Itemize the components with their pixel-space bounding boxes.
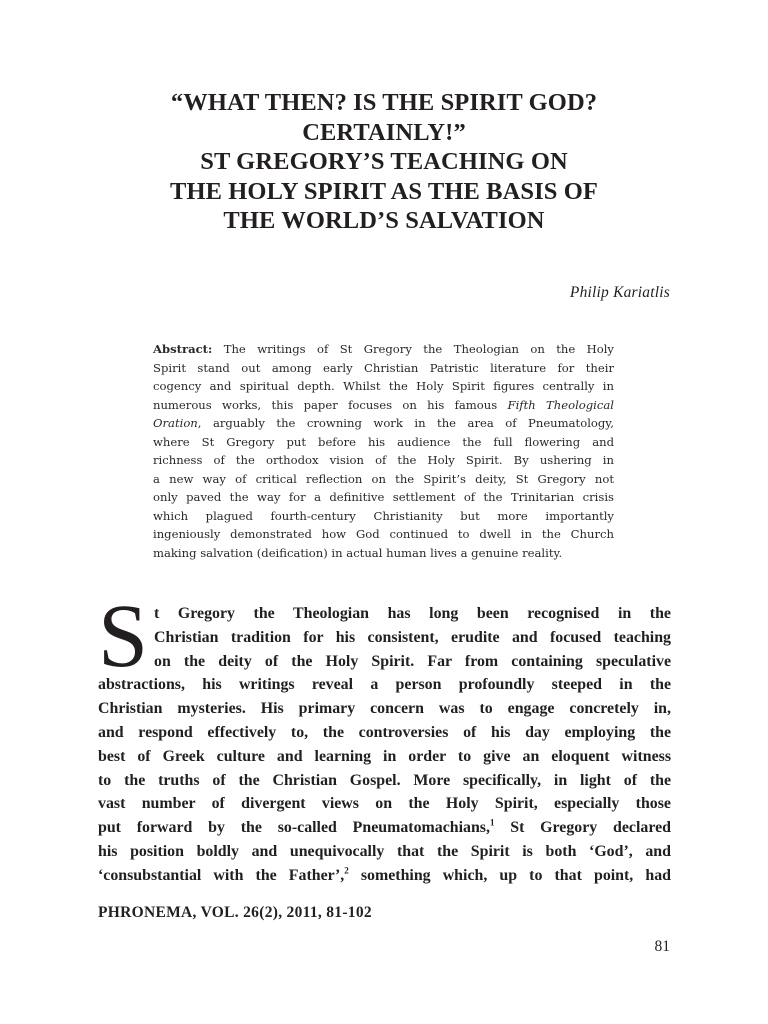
body-line-5: Christian mysteries. His primary concern was to engage concretely in, [98,700,671,718]
body-text-segment: ‘consubstantial with the Father’, [98,866,345,884]
body-line-4: abstractions, his writings reveal a person profoundly steeped in the [98,676,671,694]
abstract-line-7: richness of the orthodox vision of the Holy Spirit. By ushering in [153,453,614,467]
body-line-3: on the deity of the Holy Spirit. Far from containing speculative [154,652,671,670]
abstract-italic-title: Fifth Theological [507,397,614,412]
abstract-line-1 [153,340,614,359]
title-line-2: CERTAINLY!” [302,118,466,146]
journal-citation: PHRONEMA, VOL. 26(2), 2011, 81-102 [98,904,372,921]
body-text [98,602,671,888]
body-line-7: best of Greek culture and learning in order to give an eloquent witness [98,747,671,765]
body-line-2: Christian tradition for his consistent, erudite and focused teaching [154,628,671,646]
abstract-line-11: ingeniously demonstrated how God continued to dwell in the Church [153,527,614,541]
abstract-line-5 [153,414,614,433]
abstract-line-6: where St Gregory put before his audience the full flowering and [153,434,614,449]
body-text-segment: St Gregory declared [494,819,672,837]
title-line-1: “WHAT THEN? IS THE SPIRIT GOD? [170,89,598,116]
abstract-line-9: only paved the way for a definitive settlement of the Trinitarian crisis [153,490,614,504]
abstract-line-10: which plagued fourth-century Christianity but more importantly [153,508,614,523]
body-line-11: his position boldly and unequivocally that the Spirit is both ‘God’, and [98,842,671,860]
abstract-line-8: a new way of critical reflection on the Spirit’s deity, St Gregory not [153,471,614,486]
drop-cap: S [98,587,149,686]
abstract-line-2: Spirit stand out among early Christian Patristic literature for their [153,360,614,375]
body-line-12 [98,864,671,888]
abstract-italic-title: Oration [153,416,198,430]
abstract-line-3: cogency and spiritual depth. Whilst the Holy Spirit figures centrally in [153,379,614,393]
abstract-line-12: making salvation (deification) in actual human lives a genuine reality. [153,545,563,560]
article-title [96,88,672,236]
abstract [153,340,614,562]
author-name: Philip Kariatlis [569,284,670,301]
abstract-label: Abstract: [153,342,213,356]
title-line-4: THE HOLY SPIRIT AS THE BASIS OF [170,177,598,205]
body-line-9: vast number of divergent views on the Holy Spirit, especially those [98,795,671,813]
title-line-3: ST GREGORY’S TEACHING ON [200,148,568,175]
abstract-text: numerous works, this paper focuses on his famous [153,397,508,412]
body-text-segment: put forward by the so-called Pneumatomachians, [98,819,490,837]
footnote-ref-2[interactable]: 2 [344,865,349,876]
body-line-6: and respond effectively to, the controversies of his day employing the [98,723,671,741]
body-text-segment: something which, up to that point, had [348,866,671,884]
body-line-10 [98,816,671,840]
title-line-5: THE WORLD’S SALVATION [223,207,545,234]
abstract-line-4 [153,396,614,415]
body-line-1: t Gregory the Theologian has long been recognised in the [154,605,671,622]
page-number: 81 [654,938,670,955]
footnote-ref-1[interactable]: 1 [489,817,495,828]
body-line-8: to the truths of the Christian Gospel. More specifically, in light of the [98,771,671,789]
abstract-text: , arguably the crowning work in the area of Pneumatology, [197,416,614,430]
abstract-text: The writings of St Gregory the Theologian on the Holy [212,342,614,356]
